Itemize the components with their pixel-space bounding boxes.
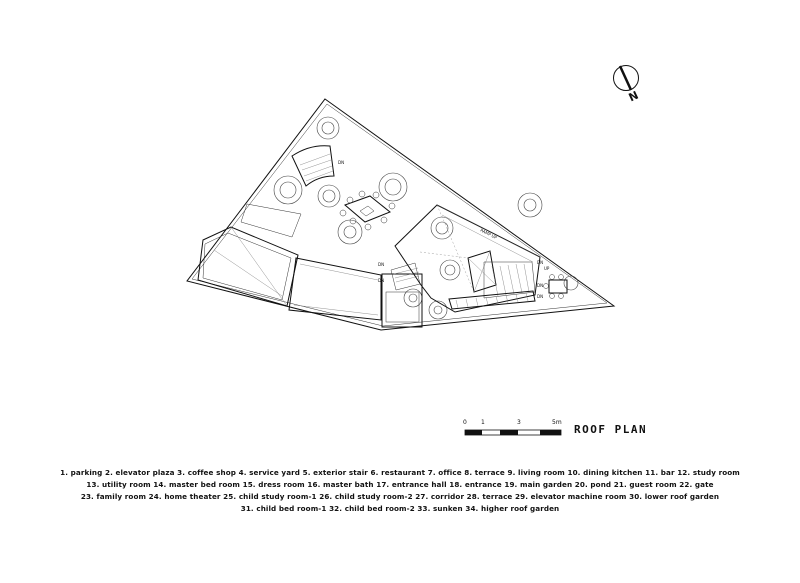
legend-line-3: 23. family room 24. home theater 25. child study room-1 26. child study room-2 27. corridor 28. terrace 29. elevator machine room 30. lower roof garden	[80, 492, 720, 501]
plan-title: ROOF PLAN	[574, 423, 648, 436]
outdoor-table	[544, 275, 568, 299]
legend-line-2: 13. utility room 14. master bed room 15. dress room 16. master bath 17. entrance hall 18. entrance 19. main garden 20. pond 21. guest room 22. gate	[86, 480, 714, 489]
legend-line-1: 1. parking 2. elevator plaza 3. coffee shop 4. service yard 5. exterior stair 6. restaurant 7. office 8. terrace 9. living room 10. dining kitchen 11. bar 12. study room	[60, 468, 740, 477]
svg-text:DN: DN	[537, 260, 544, 265]
scale-label-1: 1	[481, 419, 485, 426]
svg-text:UP: UP	[544, 266, 550, 271]
garden-trees	[274, 117, 578, 319]
north-label: N	[626, 88, 641, 105]
svg-text:DN: DN	[537, 283, 544, 288]
right-wing-roof	[395, 205, 550, 312]
svg-text:DN: DN	[537, 294, 544, 299]
room-legend	[0, 467, 800, 515]
exterior-stair	[292, 146, 344, 186]
dining-table	[340, 191, 395, 230]
scale-label-0: 0	[463, 419, 467, 426]
scale-label-5m: 5m	[552, 419, 562, 426]
svg-text:DN: DN	[338, 160, 345, 165]
scale-bar	[465, 430, 561, 435]
scale-label-3: 3	[517, 419, 521, 426]
svg-text:DN: DN	[378, 278, 385, 283]
left-wing-roof	[198, 204, 381, 320]
north-arrow-icon	[614, 66, 639, 91]
svg-text:RAMP UP: RAMP UP	[479, 227, 498, 240]
svg-text:DN: DN	[378, 262, 385, 267]
legend-line-4: 31. child bed room-1 32. child bed room-2 33. sunken 34. higher roof garden	[240, 504, 560, 513]
